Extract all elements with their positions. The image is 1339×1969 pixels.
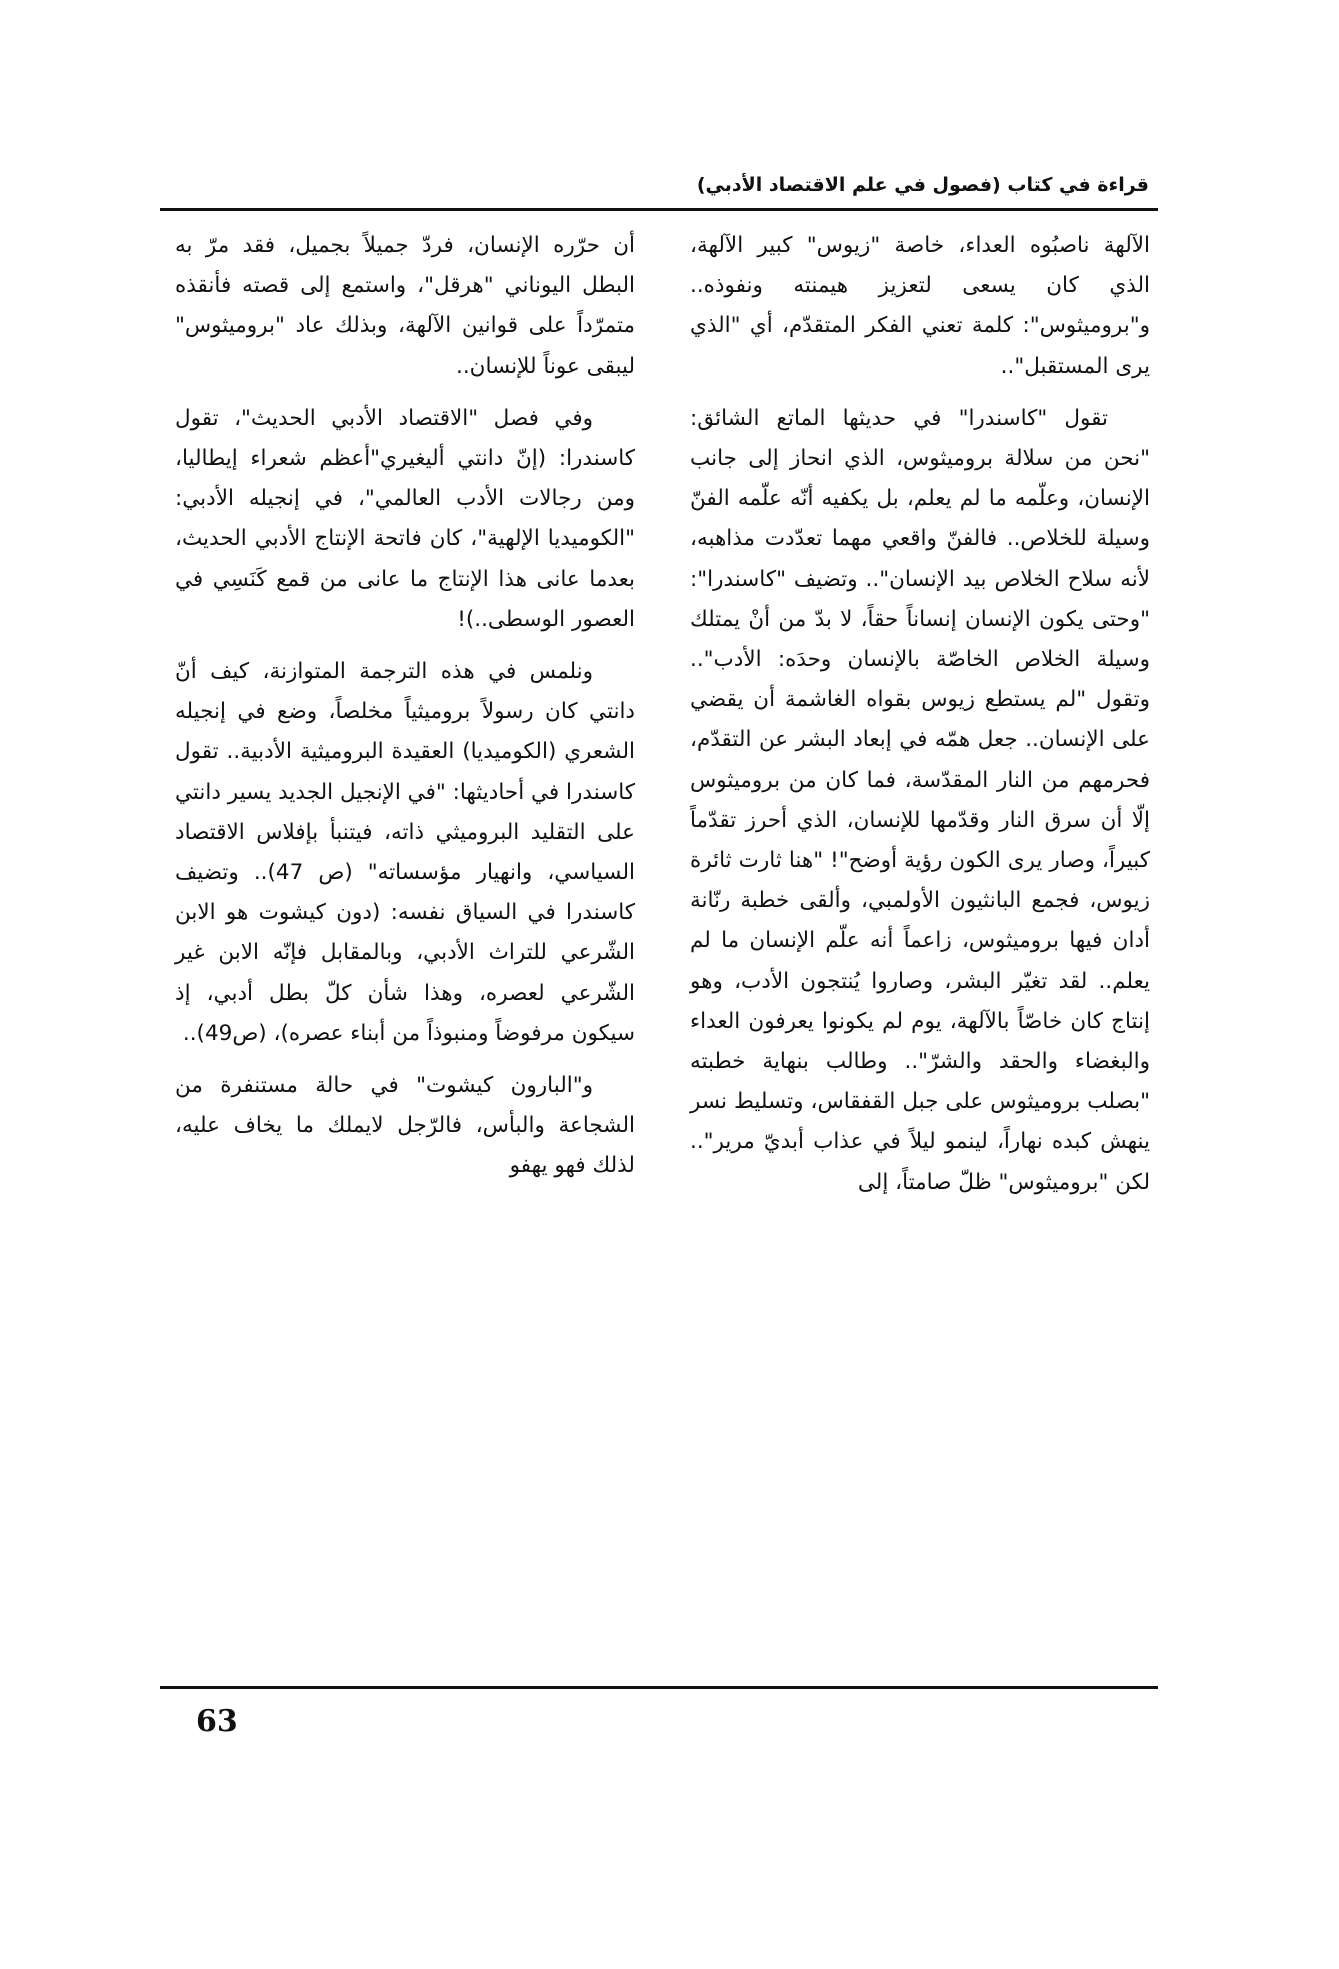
- paragraph: و"البارون كيشوت" في حالة مستنفرة من الشجاعة والبأس، فالرّجل لايملك ما يخاف عليه، لذلك فهو يهفو: [175, 1073, 635, 1179]
- paragraph: الآلهة ناصبُوه العداء، خاصة "زيوس" كبير الآلهة، الذي كان يسعى لتعزيز هيمنته ونفوذه.. و"بروميثوس": كلمة تعني الفكر المتقدّم، أي "الذي يرى المستقبل"..: [690, 233, 1150, 379]
- paragraph: تقول "كاسندرا" في حديثها الماتع الشائق: "نحن من سلالة بروميثوس، الذي انحاز إلى جانب الإنسان، وعلّمه ما لم يعلم، بل يكفيه أنّه علّمه الفنّ وسيلة للخلاص.. فالفنّ واقعي مهما تعدّدت مذاهبه، لأنه سلاح الخلاص بيد الإنسان".. وتضيف "كاسندرا": "وحتى يكون الإنسان إنساناً حقاً، لا بدّ من أنْ يمتلك وسيلة الخلاص الخاصّة بالإنسان وحدَه: الأدب".. وتقول "لم يستطع زيوس بقواه الغاشمة أن يقضي على الإنسان.. جعل همّه في إبعاد البشر عن التقدّم، فحرمهم من النار المقدّسة، فما كان من بروميثوس إلّا أن سرق النار وقدّمها للإنسان، الذي أحرز تقدّماً كبيراً، وصار يرى الكون رؤية أوضح"! "هنا ثارت ثائرة زيوس، فجمع البانثيون الأولمبي، وألقى خطبة رنّانة أدان فيها بروميثوس، زاعماً أنه علّم الإنسان ما لم يعلم.. لقد تغيّر البشر، وصاروا يُنتجون الأدب، وهو إنتاج كان خاصّاً بالآلهة، يوم لم يكونوا يعرفون العداء والبغضاء والحقد والشرّ".. وطالب بنهاية خطبته "بصلب بروميثوس على جبل القفقاس، وتسليط نسر ينهش كبده نهاراً، لينمو ليلاً في عذاب أبديّ مرير".. لكن "بروميثوس" ظلّ صامتاً، إلى: [690, 405, 1150, 1195]
- footer-rule: [160, 1686, 1158, 1689]
- text-column-left: [175, 226, 635, 1199]
- page-number: 63: [196, 1704, 238, 1739]
- text-column-right: [690, 226, 1150, 1215]
- running-header: قراءة في كتاب (فصول في علم الاقتصاد الأدبي): [696, 174, 1149, 196]
- paragraph: أن حرّره الإنسان، فردّ جميلاً بجميل، فقد مرّ به البطل اليوناني "هرقل"، واستمع إلى قصته فأنقذه متمرّداً على قوانين الآلهة، وبذلك عاد "بروميثوس" ليبقى عوناً للإنسان..: [175, 233, 635, 379]
- paragraph: وفي فصل "الاقتصاد الأدبي الحديث"، تقول كاسندرا: (إنّ دانتي أليغيري"أعظم شعراء إيطاليا، ومن رجالات الأدب العالمي"، في إنجيله الأدبي: "الكوميديا الإلهية"، كان فاتحة الإنتاج الأدبي الحديث، بعدما عانى هذا الإنتاج ما عانى من قمع كَنَسِي في العصور الوسطى..)!: [175, 405, 635, 632]
- paragraph: ونلمس في هذه الترجمة المتوازنة، كيف أنّ دانتي كان رسولاً بروميثياً مخلصاً، وضع في إنجيله الشعري (الكوميديا) العقيدة البروميثية الأدبية.. تقول كاسندرا في أحاديثها: "في الإنجيل الجديد يسير دانتي على التقليد البروميثي ذاته، فيتنبأ بإفلاس الاقتصاد السياسي، وانهيار مؤسساته" (ص 47).. وتضيف كاسندرا في السياق نفسه: (دون كيشوت هو الابن الشّرعي للتراث الأدبي، وبالمقابل فإنّه الابن غير الشّرعي لعصره، وهذا شأن كلّ بطل أدبي، إذ سيكون مرفوضاً ومنبوذاً من أبناء عصره)، (ص49)..: [175, 659, 635, 1046]
- header-rule: [160, 208, 1158, 211]
